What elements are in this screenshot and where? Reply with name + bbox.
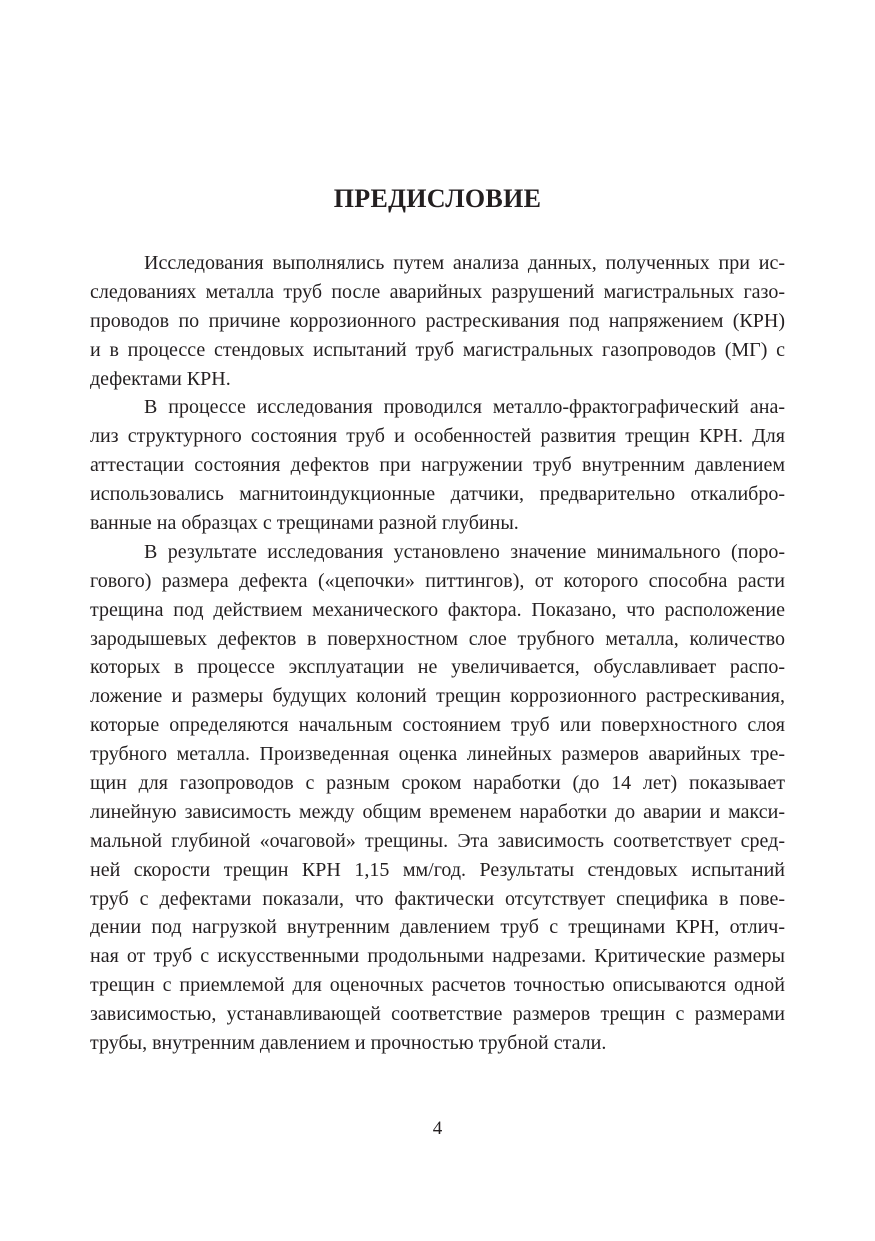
text-line: В процессе исследования проводился металло-фрактографический ана- [144,396,785,419]
text-line: В результате исследования установлено значение минимального (поро- [144,540,785,563]
text-line: которые определяются начальным состоянием труб или поверхностного слоя [90,714,785,737]
text-line: трубного металла. Произведенная оценка линейных размеров аварийных тре- [90,743,785,766]
text-line: ная от труб с искусственными продольными надрезами. Критические размеры [90,945,785,968]
page-title: ПРЕДИСЛОВИЕ [333,184,542,213]
paragraph-2 [90,393,785,537]
text-line: труб с дефектами показали, что фактически отсутствует специфика в пове- [90,887,785,910]
text-line: дефектами КРН. [90,367,231,390]
text-line: аттестации состояния дефектов при нагружении труб внутренним давлением [90,454,785,477]
text-line: зародышевых дефектов в поверхностном слое трубного металла, количество [90,627,785,650]
text-line: щин для газопроводов с разным сроком наработки (до 14 лет) показывает [90,772,785,795]
text-line: которых в процессе эксплуатации не увеличивается, обуславливает распо- [90,656,785,679]
text-line: проводов по причине коррозионного растрескивания под напряжением (КРН) [90,309,785,332]
text-line: и в процессе стендовых испытаний труб магистральных газопроводов (МГ) с [90,338,785,361]
text-line: трещин с приемлемой для оценочных расчетов точностью описываются одной [90,974,785,997]
text-line: мальной глубиной «очаговой» трещины. Эта зависимость соответствует сред- [90,829,785,852]
text-line: ванные на образцах с трещинами разной глубины. [90,512,519,535]
text-line: следованиях металла труб после аварийных разрушений магистральных газо- [90,280,785,303]
text-line: гового) размера дефекта («цепочки» питтингов), от которого способна расти [90,569,785,592]
text-line: зависимостью, устанавливающей соответствие размеров трещин с размерами [90,1003,785,1026]
text-line: трещина под действием механического фактора. Показано, что расположение [90,598,785,621]
body-text [90,249,785,1058]
text-line: Исследования выполнялись путем анализа данных, полученных при ис- [144,252,785,274]
text-line: ложение и размеры будущих колоний трещин коррозионного растрескивания, [90,685,785,708]
page-number: 4 [432,1118,443,1139]
text-line: трубы, внутренним давлением и прочностью трубной стали. [90,1032,607,1055]
paragraph-1 [90,249,785,393]
text-line: лиз структурного состояния труб и особенностей развития трещин КРН. Для [90,425,785,448]
paragraph-3 [90,538,785,1058]
text-line: ней скорости трещин КРН 1,15 мм/год. Результаты стендовых испытаний [90,858,785,881]
text-line: использовались магнитоиндукционные датчики, предварительно откалибро- [90,483,785,506]
text-line: дении под нагрузкой внутренним давлением труб с трещинами КРН, отлич- [90,916,785,939]
text-line: линейную зависимость между общим временем наработки до аварии и макси- [90,800,785,823]
